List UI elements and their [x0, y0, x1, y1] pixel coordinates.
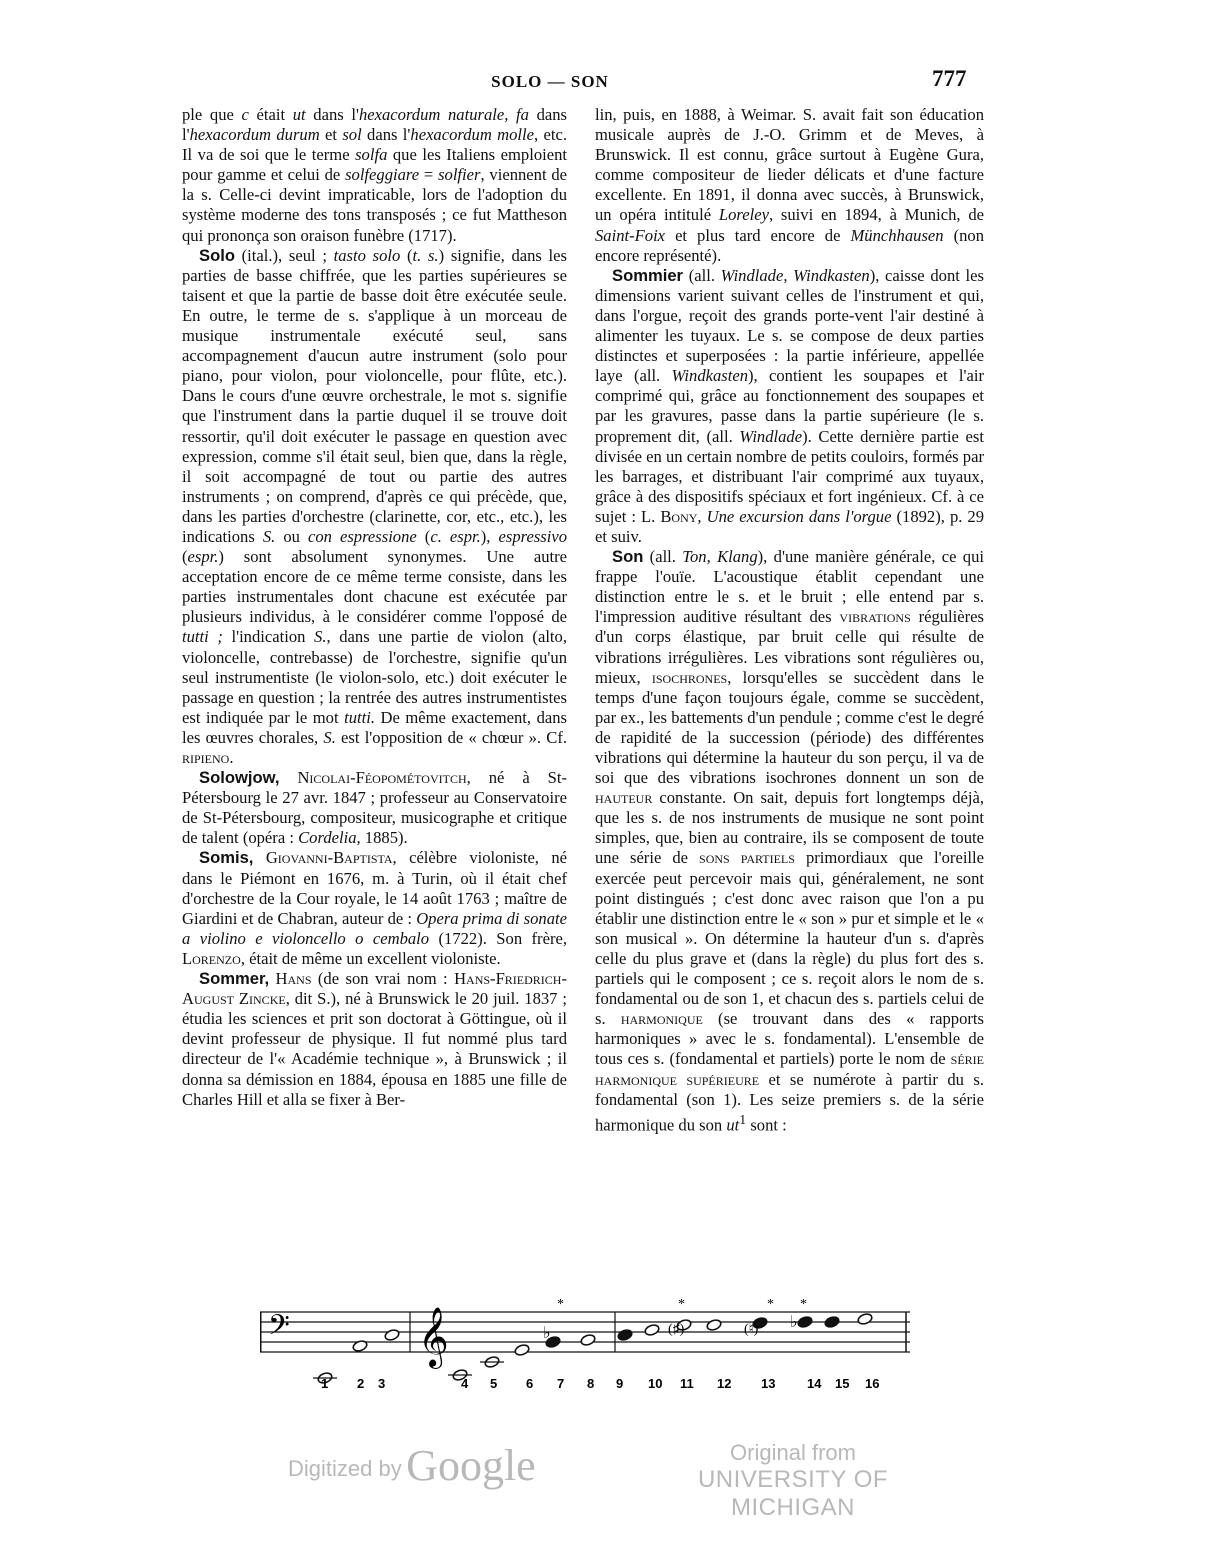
bass-clef-icon: 𝄢: [268, 1309, 290, 1349]
entry-sommier: Sommier (all. Windlade, Windkasten), caisse dont les dimensions varient suivant celles de l'instrument et qui, dans l'orgue, reçoit des grands porte-vent l'air destiné à alimenter les tuyaux. Le s. se compose de deux parties distinctes et superposées : la partie inférieure, appellée laye (all. Windkasten), contient les soupapes et l'air comprimé qui, grâce au fonctionnement des soupapes et par les gravures, passe dans la partie supérieure (le s. proprement dit, (all. Windlade). Cette dernière partie est divisée en un certain nombre de petits couloirs, formés par les barrages, et distribuant l'air comprimé aux tuyaux, grâce à des dispositifs spéciaux et fort ingénieux. Cf. à ce sujet : L. Bony, Une excursion dans l'orgue (1892), p. 29 et suiv.: [595, 265, 985, 546]
note-12: [706, 1318, 722, 1331]
asterisks: [557, 1297, 807, 1312]
note-number-8: 8: [587, 1376, 595, 1390]
note-number-15: 15: [835, 1376, 850, 1390]
digitized-label: Digitized by: [288, 1456, 402, 1481]
note-number-9: 9: [616, 1376, 624, 1390]
entry-solowjow: Solowjow, Nicolai-Féopométovitch, né à St-Pétersbourg le 27 avr. 1847 ; professeur au Conservatoire de St-Pétersbourg, compositeur, musicographe et critique de talent (opéra : Cordelia, 1885).: [182, 768, 567, 848]
flat-14: ♭: [790, 1314, 798, 1331]
note-9: [617, 1328, 633, 1341]
accidental-11: (♯): [668, 1322, 685, 1337]
note-3: [384, 1328, 400, 1341]
headword-somis: Somis,: [199, 848, 254, 868]
note-number-12: 12: [717, 1376, 732, 1390]
flat-7: ♭: [543, 1325, 551, 1342]
note-number-4: 4: [461, 1376, 469, 1390]
original-from-watermark: [668, 1440, 918, 1522]
note-number-1: 1: [321, 1376, 329, 1390]
note-number-7: 7: [557, 1376, 565, 1390]
headword-sommier: Sommier: [612, 265, 684, 285]
note-15: [824, 1315, 840, 1328]
note-number-5: 5: [490, 1376, 498, 1390]
asterisk-7: *: [557, 1297, 564, 1312]
paragraph-solfa: ple que c était ut dans l'hexacordum naturale, fa dans l'hexacordum durum et sol dans l'hexacordum molle, etc. Il va de soi que le terme solfa que les Italiens emploient pour gamme et celui de solfeggiare = solfier, viennent de la s. Celle-ci devint impraticable, lors de l'adoption du système moderne des tons transposés ; ce fut Mattheson qui prononça son oraison funèbre (1717).: [182, 105, 568, 245]
note-numbers: [321, 1376, 879, 1390]
right-column: [595, 105, 984, 1135]
treble-clef-icon: 𝄞: [418, 1307, 449, 1367]
note-10: [644, 1323, 660, 1336]
note-number-13: 13: [761, 1376, 776, 1390]
headword-son: Son: [612, 547, 644, 567]
asterisk-11: *: [678, 1297, 685, 1312]
entry-solo: Solo (ital.), seul ; tasto solo (t. s.) signifie, dans les parties de basse chiffrée, que les parties supérieures se taisent et que la partie de basse doit être exécutée seule. En outre, le terme de s. s'applique à un morceau de musique instrumentale exécuté seul, sans accompagnement d'aucun autre instrument (solo pour piano, pour violon, pour violoncelle, pour flûte, etc.). Dans le cours d'une œuvre orchestrale, le mot s. signifie que l'instrument dans la partie duquel il se trouve doit ressortir, qu'il doit exécuter le passage en question avec expression, comme s'il était seul, bien que, dans la règle, il soit accompagné de tout ou partie des autres instruments ; on comprend, d'après ce qui précède, que, dans les parties d'orchestre (clarinette, cor, etc., etc.), les indications S. ou con espressione (c. espr.), espressivo (espr.) sont absolument synonymes. Une autre acceptation encore de ce même terme consiste, dans les parties instrumentales dont chacune est exécutée par plusieurs individus, à le considérer comme l'opposé de tutti ; l'indication S., dans une partie de violon (alto, violoncelle, contrebasse) de l'orchestre, signifie qu'un seul instrumentiste (le violon-solo, etc.) doit exécuter le passage en question ; la rentrée des autres instrumentistes est indiquée par le mot tutti. De même exactement, dans les œuvres chorales, S. est l'opposition de « chœur ». Cf. ripieno.: [182, 245, 568, 767]
asterisk-13: *: [767, 1297, 774, 1312]
headword-solowjow: Solowjow,: [199, 768, 280, 788]
music-staff: [260, 1290, 920, 1390]
note-number-2: 2: [357, 1376, 365, 1390]
accidental-13: (♮): [744, 1322, 759, 1337]
note-number-3: 3: [378, 1376, 386, 1390]
harmonic-series-example: [260, 1290, 920, 1390]
note-number-6: 6: [526, 1376, 534, 1390]
google-label: Google: [406, 1441, 536, 1490]
note-2: [352, 1339, 368, 1352]
page-number: 777: [932, 66, 967, 91]
entry-sommer: Sommer, Hans (de son vrai nom : Hans-Friedrich-August Zincke, dit S.), né à Brunswick le 20 juil. 1837 ; étudia les sciences et prit son doctorat à Göttingue, où il devint professeur de physique. Il fut nommé plus tard directeur de l'« Académie technique », à Brunswick ; il donna sa démission en 1884, épousa en 1885 une fille de Charles Hill et alla se fixer à Ber-: [182, 969, 567, 1109]
note-number-10: 10: [648, 1376, 663, 1390]
note-8: [580, 1333, 596, 1346]
note-number-16: 16: [865, 1376, 880, 1390]
university-label: UNIVERSITY OF MICHIGAN: [697, 1466, 889, 1521]
note-number-14: 14: [807, 1376, 822, 1390]
entry-somis: Somis, Giovanni-Baptista, célèbre violoniste, né dans le Piémont en 1676, m. à Turin, où il était chef d'orchestre de la Cour royale, le 14 août 1763 ; maître de Giardini et de Chabran, auteur de : Opera prima di sonate a violino e violoncello o cembalo (1722). Son frère, Lorenzo, était de même un excellent violoniste.: [182, 848, 567, 968]
note-14: [797, 1315, 813, 1328]
paragraph-sommer-continued: lin, puis, en 1888, à Weimar. S. avait fait son éducation musicale auprès de J.-O. Grimm et de Meves, à Brunswick. Il est connu, grâce surtout à Eugène Gura, comme compositeur de lieder délicats et d'une facture excellente. En 1891, il donna avec succès, à Brunswick, un opéra intitulé Loreley, suivi en 1894, à Munich, de Saint-Foix et plus tard encore de Münchhausen (non encore représenté).: [595, 105, 984, 265]
note-16: [857, 1312, 873, 1325]
headword-solo: Solo: [199, 245, 235, 265]
running-header: SOLO — SON: [491, 72, 609, 91]
left-column: [182, 105, 567, 1110]
headword-sommer: Sommer,: [199, 969, 270, 989]
note-number-11: 11: [680, 1376, 694, 1390]
asterisk-14: *: [800, 1297, 807, 1312]
digitized-by-google-watermark: [288, 1440, 536, 1491]
original-from-label: Original from: [730, 1440, 856, 1465]
entry-son: Son (all. Ton, Klang), d'une manière générale, ce qui frappe l'ouïe. L'acoustique établit cependant une distinction entre le s. et le bruit ; elle entend par s. l'impression auditive résultant des vibrations régulières d'un corps élastique, par bruit celle qui résulte de vibrations irrégulières. Les vibrations sont régulières ou, mieux, isochrones, lorsqu'elles se succèdent dans le temps d'une façon toujours égale, comme se succèdent, par ex., les battements d'un pendule ; comme c'est le degré de rapidité de la succession (période) des différentes vibrations qui détermine la hauteur du son perçu, il va de soi que des vibrations isochrones donnent un son de hauteur constante. On sait, depuis fort longtemps déjà, que les s. de nos instruments de musique ne sont point simples, que, bien au contraire, ils se composent de toute une série de sons partiels primordiaux que l'oreille exercée peut percevoir mais qui, généralement, ne sont point distingués ; c'est donc avec raison que l'on a pu établir une distinction entre le « son » pur et simple et le « son musical ». On détermine la hauteur d'un s. d'après celle du plus grave et (dans la règle) du plus fort des s. partiels qui le composent ; ce s. reçoit alors le nom de s. fondamental ou de son 1, et chacun des s. partiels celui de s. harmonique (se trouvant dans des « rapports harmoniques » avec le s. fondamental). L'ensemble de tous ces s. (fondamental et partiels) porte le nom de série harmonique supérieure et se numérote à partir du s. fondamental (son 1). Les seize premiers s. de la série harmonique du son $ut^1$ sont :: [595, 547, 985, 1135]
note-6: [514, 1343, 530, 1356]
